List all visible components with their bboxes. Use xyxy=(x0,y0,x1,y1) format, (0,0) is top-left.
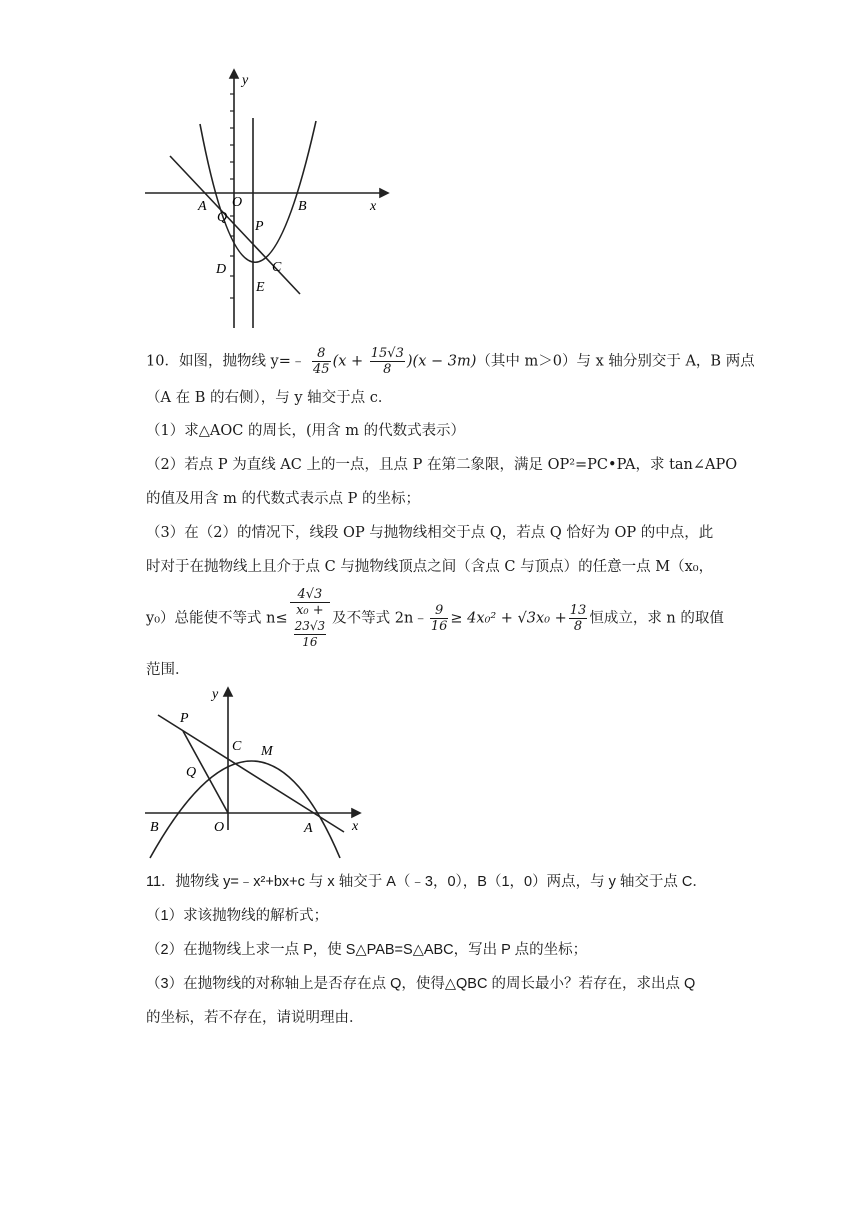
q10-line-2: （A 在 B 的右侧），与 y 轴交于点 c． xyxy=(146,390,393,406)
q11-part-3b: 的坐标，若不存在，请说明理由． xyxy=(146,1010,364,1026)
axis-label-y: y xyxy=(212,687,219,702)
q11-part-1: （1）求该抛物线的解析式； xyxy=(146,908,329,924)
q11-part-2: （2）在抛物线上求一点 P，使 S△PAB=S△ABC，写出 P 点的坐标； xyxy=(146,942,588,958)
q10-intro-b: （其中 m＞0）与 x 轴分别交于 A，B 两点 xyxy=(476,353,755,370)
q11-part-3a: （3）在抛物线的对称轴上是否存在点 Q，使得△QBC 的周长最小？若存在，求出点 Q xyxy=(146,976,696,992)
axis-label-x: x xyxy=(352,819,359,834)
q10-part-3c xyxy=(146,587,724,650)
q10-p3c-pre: y₀）总能使不等式 n≤ xyxy=(146,610,288,627)
q10-expr-a: (x + xyxy=(332,353,364,370)
label-E: E xyxy=(256,280,265,295)
q10-part-2b: 的值及用含 m 的代数式表示点 P 的坐标； xyxy=(146,491,420,507)
q10-part-3d: 范围． xyxy=(146,662,190,678)
q10-part-2a: （2）若点 P 为直线 AC 上的一点，且点 P 在第二象限，满足 OP²=PC•PA，求 tan∠APO xyxy=(146,457,738,473)
q10-p3c-expr: ≥ 4x₀² + √3x₀ + xyxy=(450,610,567,627)
q10-fraction-inequality-1: 4√3 x₀ + 23√3 16 xyxy=(290,587,331,650)
parabola xyxy=(200,121,316,262)
label-P: P xyxy=(180,711,189,726)
label-Q: Q xyxy=(186,765,197,780)
label-P: P xyxy=(255,219,264,234)
figure-parabola-1 xyxy=(140,66,390,332)
label-O: O xyxy=(232,195,243,210)
label-M: M xyxy=(261,744,273,759)
label-A: A xyxy=(198,199,207,214)
label-C: C xyxy=(232,739,242,754)
q10-line-1 xyxy=(146,346,755,377)
label-Q: Q xyxy=(217,210,228,225)
label-O: O xyxy=(214,820,225,835)
q10-part-1: （1）求△AOC 的周长，(用含 m 的代数式表示） xyxy=(146,423,466,439)
label-B: B xyxy=(298,199,307,214)
label-B: B xyxy=(150,820,159,835)
q10-expr-b: )(x − 3m) xyxy=(406,353,477,370)
label-A: A xyxy=(304,821,313,836)
q10-part-3b: 时对于在抛物线上且介于点 C 与抛物线顶点之间（含点 C 与顶点）的任意一点 M（x₀， xyxy=(146,559,714,575)
q10-part-3a: （3）在（2）的情况下，线段 OP 与抛物线相交于点 Q，若点 Q 恰好为 OP 的中点，此 xyxy=(146,525,714,541)
parabola xyxy=(150,761,340,858)
x-axis-arrow xyxy=(380,189,388,197)
axis-label-x: x xyxy=(370,199,377,214)
figure-parabola-2 xyxy=(140,680,380,860)
q11-stem: 11．抛物线 y=﹣x²+bx+c 与 x 轴交于 A（﹣3，0），B（1，0）两点，与 y 轴交于点 C． xyxy=(146,874,707,890)
q10-number: 10． xyxy=(146,353,179,370)
label-D: D xyxy=(216,262,227,277)
q10-fraction-15root3-8: $\frac{15√3}{8}$ xyxy=(370,346,404,377)
q10-fraction-9-16: $\frac{9}{16}$ xyxy=(430,603,448,634)
label-C: C xyxy=(272,260,282,275)
q10-p3c-mid: 及不等式 2n﹣ xyxy=(332,610,428,627)
y-axis-arrow xyxy=(230,70,238,78)
q10-p3c-post: 恒成立，求 n 的取值 xyxy=(589,610,724,627)
q10-fraction-13-8: $\frac{13}{8}$ xyxy=(569,603,587,634)
axis-label-y: y xyxy=(242,73,249,88)
x-axis-arrow xyxy=(352,809,360,817)
y-axis-arrow xyxy=(224,688,232,696)
q10-fraction-8-45: $\frac{8}{45}$ xyxy=(313,346,330,377)
q10-intro-a: 如图，抛物线 y=﹣ xyxy=(178,353,306,370)
